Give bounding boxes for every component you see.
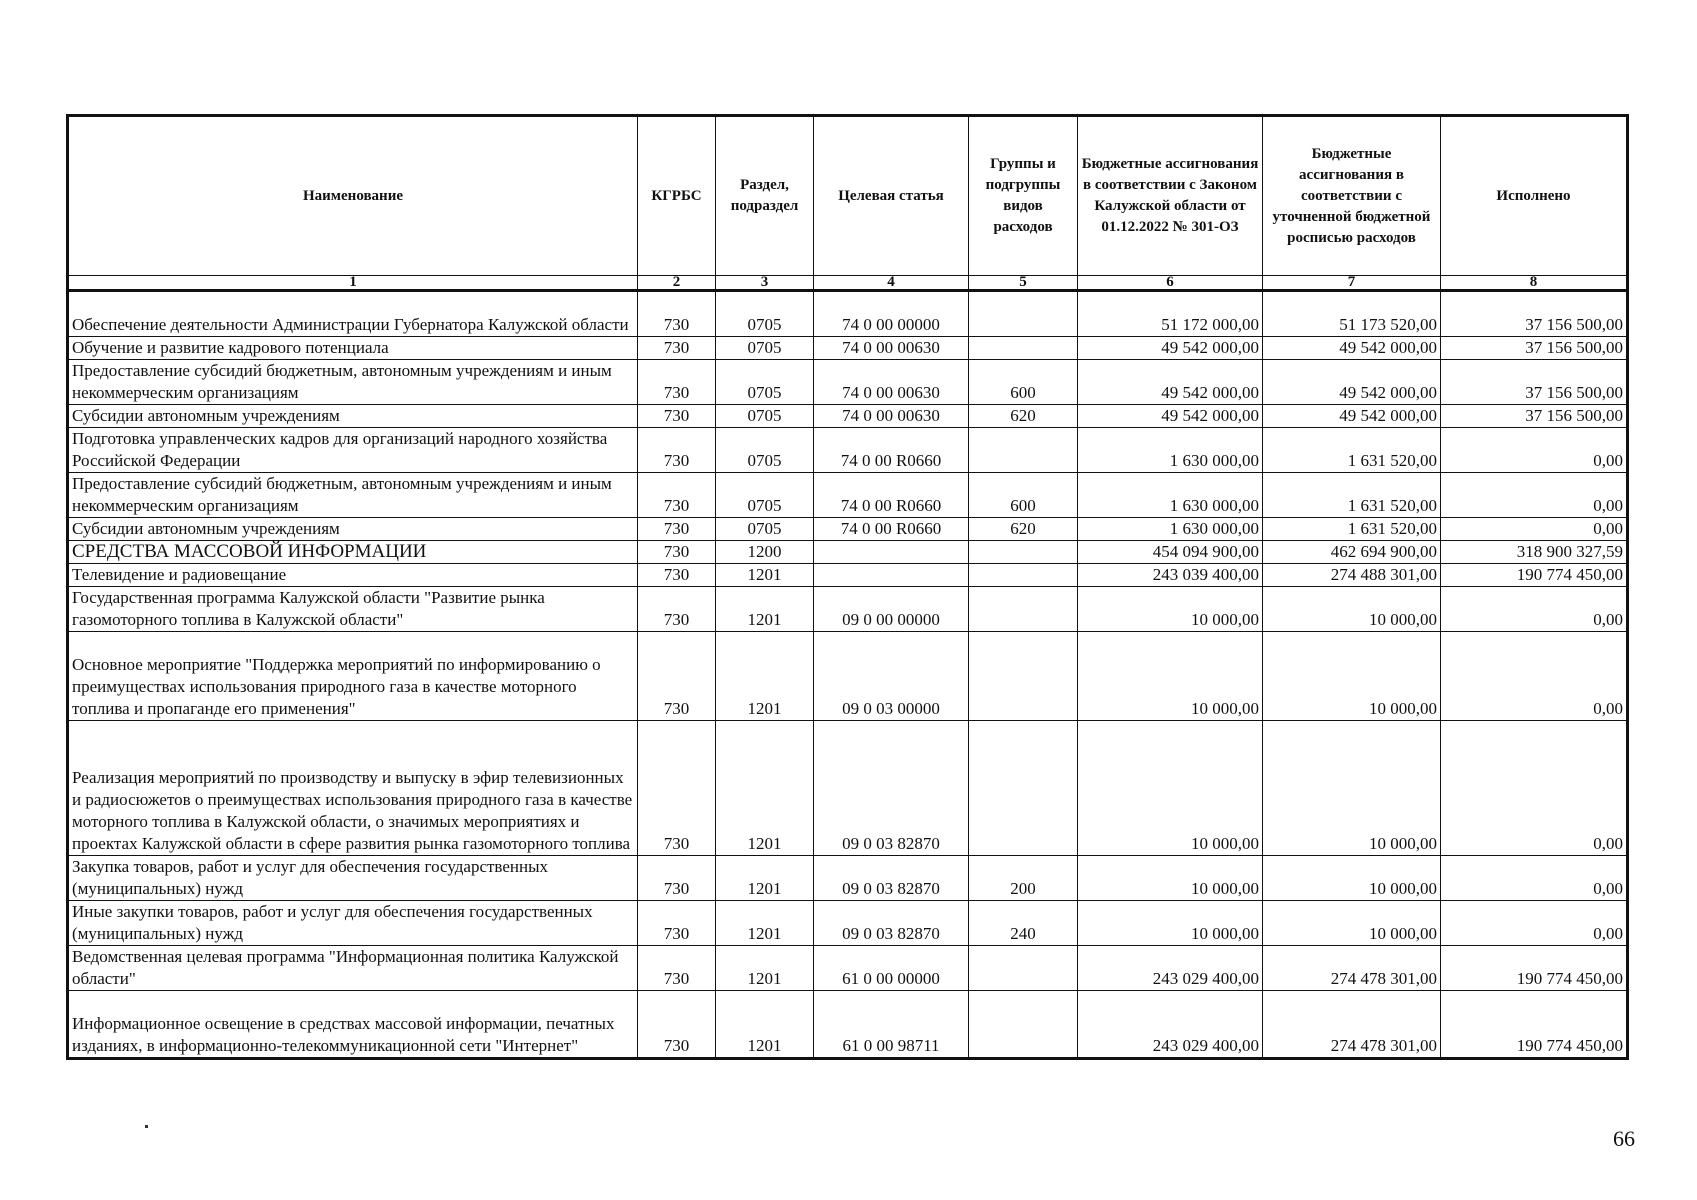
header-section: Раздел, подраздел: [716, 116, 814, 276]
column-number: 1: [68, 276, 638, 291]
table-row: [68, 856, 1628, 901]
table-row: [68, 473, 1628, 518]
page-number: 66: [1613, 1126, 1635, 1151]
scan-mark: [145, 1125, 148, 1128]
row-executed: 190 774 450,00: [1441, 946, 1628, 991]
row-refined-allocation: 10 000,00: [1263, 901, 1441, 946]
row-section: 0705: [716, 518, 814, 541]
table-row: [68, 360, 1628, 405]
row-law-allocation: 243 029 400,00: [1078, 991, 1263, 1059]
table-row: [68, 901, 1628, 946]
row-section: 1201: [716, 632, 814, 721]
row-law-allocation: 243 039 400,00: [1078, 564, 1263, 587]
row-name: Ведомственная целевая программа "Информационная политика Калужской области": [68, 946, 638, 991]
row-law-allocation: 10 000,00: [1078, 587, 1263, 632]
row-refined-allocation: 49 542 000,00: [1263, 405, 1441, 428]
row-refined-allocation: 274 488 301,00: [1263, 564, 1441, 587]
row-kgrbs: 730: [638, 360, 716, 405]
row-name: Обеспечение деятельности Администрации Губернатора Калужской области: [68, 291, 638, 337]
column-numbers-row: [68, 276, 1628, 291]
row-target: 74 0 00 00630: [814, 405, 969, 428]
row-name: Информационное освещение в средствах массовой информации, печатных изданиях, в информационно-телекоммуникационной сети "Интернет": [68, 991, 638, 1059]
table-row: [68, 946, 1628, 991]
row-kgrbs: 730: [638, 564, 716, 587]
column-number: 3: [716, 276, 814, 291]
header-name: Наименование: [68, 116, 638, 276]
table-row: [68, 564, 1628, 587]
row-executed: 190 774 450,00: [1441, 564, 1628, 587]
row-refined-allocation: 51 173 520,00: [1263, 291, 1441, 337]
row-refined-allocation: 10 000,00: [1263, 721, 1441, 856]
row-name: СРЕДСТВА МАССОВОЙ ИНФОРМАЦИИ: [68, 541, 638, 564]
row-group: 620: [969, 405, 1078, 428]
row-executed: 0,00: [1441, 473, 1628, 518]
row-target: 61 0 00 98711: [814, 991, 969, 1059]
row-executed: 0,00: [1441, 587, 1628, 632]
table-row: [68, 518, 1628, 541]
row-name: Реализация мероприятий по производству и выпуску в эфир телевизионных и радиосюжетов о преимуществах использования природного газа в качестве моторного топлива в Калужской области, о значимых мероприятиях и проектах Калужской области в сфере развития рынка газомоторного топлива: [68, 721, 638, 856]
row-refined-allocation: 49 542 000,00: [1263, 360, 1441, 405]
row-target: 09 0 03 00000: [814, 632, 969, 721]
row-kgrbs: 730: [638, 721, 716, 856]
row-group: [969, 428, 1078, 473]
row-group: [969, 541, 1078, 564]
row-executed: 0,00: [1441, 518, 1628, 541]
row-name: Телевидение и радиовещание: [68, 564, 638, 587]
row-group: 240: [969, 901, 1078, 946]
row-kgrbs: 730: [638, 587, 716, 632]
row-group: [969, 337, 1078, 360]
header-kgrbs: КГРБС: [638, 116, 716, 276]
row-executed: 0,00: [1441, 721, 1628, 856]
row-name: Обучение и развитие кадрового потенциала: [68, 337, 638, 360]
row-name: Закупка товаров, работ и услуг для обеспечения государственных (муниципальных) нужд: [68, 856, 638, 901]
row-law-allocation: 51 172 000,00: [1078, 291, 1263, 337]
row-target: 09 0 00 00000: [814, 587, 969, 632]
row-refined-allocation: 10 000,00: [1263, 856, 1441, 901]
row-executed: 0,00: [1441, 856, 1628, 901]
row-refined-allocation: 49 542 000,00: [1263, 337, 1441, 360]
header-group: Группы и подгруппы видов расходов: [969, 116, 1078, 276]
row-name: Иные закупки товаров, работ и услуг для обеспечения государственных (муниципальных) нужд: [68, 901, 638, 946]
row-refined-allocation: 462 694 900,00: [1263, 541, 1441, 564]
row-law-allocation: 49 542 000,00: [1078, 337, 1263, 360]
row-target: 74 0 00 R0660: [814, 473, 969, 518]
column-number: 7: [1263, 276, 1441, 291]
row-name: Государственная программа Калужской области "Развитие рынка газомоторного топлива в Калужской области": [68, 587, 638, 632]
row-executed: 0,00: [1441, 428, 1628, 473]
row-executed: 37 156 500,00: [1441, 291, 1628, 337]
row-name: Предоставление субсидий бюджетным, автономным учреждениям и иным некоммерческим организациям: [68, 360, 638, 405]
row-group: [969, 587, 1078, 632]
row-kgrbs: 730: [638, 518, 716, 541]
table-row: [68, 405, 1628, 428]
header-law-allocation: Бюджетные ассигнования в соответствии с Законом Калужской области от 01.12.2022 № 301-ОЗ: [1078, 116, 1263, 276]
row-name: Предоставление субсидий бюджетным, автономным учреждениям и иным некоммерческим организациям: [68, 473, 638, 518]
row-refined-allocation: 1 631 520,00: [1263, 428, 1441, 473]
row-target: 09 0 03 82870: [814, 721, 969, 856]
row-kgrbs: 730: [638, 337, 716, 360]
row-refined-allocation: 274 478 301,00: [1263, 946, 1441, 991]
row-law-allocation: 49 542 000,00: [1078, 405, 1263, 428]
row-law-allocation: 1 630 000,00: [1078, 518, 1263, 541]
row-section: 0705: [716, 291, 814, 337]
table-row: [68, 541, 1628, 564]
row-section: 1201: [716, 946, 814, 991]
row-group: [969, 291, 1078, 337]
row-refined-allocation: 10 000,00: [1263, 632, 1441, 721]
row-law-allocation: 1 630 000,00: [1078, 428, 1263, 473]
row-law-allocation: 10 000,00: [1078, 856, 1263, 901]
row-kgrbs: 730: [638, 473, 716, 518]
row-name: Подготовка управленческих кадров для организаций народного хозяйства Российской Федерации: [68, 428, 638, 473]
row-kgrbs: 730: [638, 541, 716, 564]
row-section: 1201: [716, 991, 814, 1059]
row-section: 0705: [716, 337, 814, 360]
row-refined-allocation: 1 631 520,00: [1263, 473, 1441, 518]
header-target: Целевая статья: [814, 116, 969, 276]
row-name: Субсидии автономным учреждениям: [68, 518, 638, 541]
row-kgrbs: 730: [638, 291, 716, 337]
row-target: 74 0 00 00000: [814, 291, 969, 337]
row-target: 09 0 03 82870: [814, 901, 969, 946]
row-kgrbs: 730: [638, 428, 716, 473]
row-group: [969, 991, 1078, 1059]
row-executed: 0,00: [1441, 632, 1628, 721]
row-executed: 190 774 450,00: [1441, 991, 1628, 1059]
row-refined-allocation: 1 631 520,00: [1263, 518, 1441, 541]
table-row: [68, 587, 1628, 632]
budget-table: [66, 114, 1629, 1060]
row-target: 61 0 00 00000: [814, 946, 969, 991]
row-refined-allocation: 274 478 301,00: [1263, 991, 1441, 1059]
row-group: [969, 632, 1078, 721]
row-kgrbs: 730: [638, 946, 716, 991]
row-section: 1201: [716, 564, 814, 587]
row-target: 74 0 00 R0660: [814, 428, 969, 473]
row-section: 1201: [716, 856, 814, 901]
row-law-allocation: 10 000,00: [1078, 632, 1263, 721]
row-group: [969, 564, 1078, 587]
table-row: [68, 428, 1628, 473]
row-executed: 318 900 327,59: [1441, 541, 1628, 564]
column-number: 8: [1441, 276, 1628, 291]
row-law-allocation: 49 542 000,00: [1078, 360, 1263, 405]
table-row: [68, 337, 1628, 360]
row-group: 620: [969, 518, 1078, 541]
row-group: [969, 721, 1078, 856]
row-target: 74 0 00 00630: [814, 360, 969, 405]
row-section: 0705: [716, 428, 814, 473]
table-header: [68, 116, 1628, 291]
row-name: Основное мероприятие "Поддержка мероприятий по информированию о преимуществах использования природного газа в качестве моторного топлива и пропаганде его применения": [68, 632, 638, 721]
row-target: 74 0 00 R0660: [814, 518, 969, 541]
row-executed: 0,00: [1441, 901, 1628, 946]
row-refined-allocation: 10 000,00: [1263, 587, 1441, 632]
row-target: 09 0 03 82870: [814, 856, 969, 901]
row-executed: 37 156 500,00: [1441, 360, 1628, 405]
row-section: 1200: [716, 541, 814, 564]
row-group: [969, 946, 1078, 991]
table-body: [68, 291, 1628, 1059]
header-executed: Исполнено: [1441, 116, 1628, 276]
row-target: [814, 564, 969, 587]
column-number: 4: [814, 276, 969, 291]
row-law-allocation: 10 000,00: [1078, 901, 1263, 946]
row-kgrbs: 730: [638, 405, 716, 428]
column-number: 2: [638, 276, 716, 291]
column-number: 6: [1078, 276, 1263, 291]
table-row: [68, 991, 1628, 1059]
row-group: 600: [969, 360, 1078, 405]
table-row: [68, 291, 1628, 337]
row-law-allocation: 10 000,00: [1078, 721, 1263, 856]
row-section: 0705: [716, 405, 814, 428]
column-number: 5: [969, 276, 1078, 291]
row-target: 74 0 00 00630: [814, 337, 969, 360]
row-name: Субсидии автономным учреждениям: [68, 405, 638, 428]
row-law-allocation: 454 094 900,00: [1078, 541, 1263, 564]
row-law-allocation: 1 630 000,00: [1078, 473, 1263, 518]
row-kgrbs: 730: [638, 901, 716, 946]
row-kgrbs: 730: [638, 991, 716, 1059]
row-section: 0705: [716, 473, 814, 518]
row-group: 200: [969, 856, 1078, 901]
row-target: [814, 541, 969, 564]
row-section: 0705: [716, 360, 814, 405]
row-section: 1201: [716, 587, 814, 632]
row-group: 600: [969, 473, 1078, 518]
row-kgrbs: 730: [638, 856, 716, 901]
row-section: 1201: [716, 901, 814, 946]
row-law-allocation: 243 029 400,00: [1078, 946, 1263, 991]
row-section: 1201: [716, 721, 814, 856]
header-refined-allocation: Бюджетные ассигнования в соответствии с уточненной бюджетной росписью расходов: [1263, 116, 1441, 276]
table-row: [68, 721, 1628, 856]
row-kgrbs: 730: [638, 632, 716, 721]
table-row: [68, 632, 1628, 721]
row-executed: 37 156 500,00: [1441, 337, 1628, 360]
row-executed: 37 156 500,00: [1441, 405, 1628, 428]
